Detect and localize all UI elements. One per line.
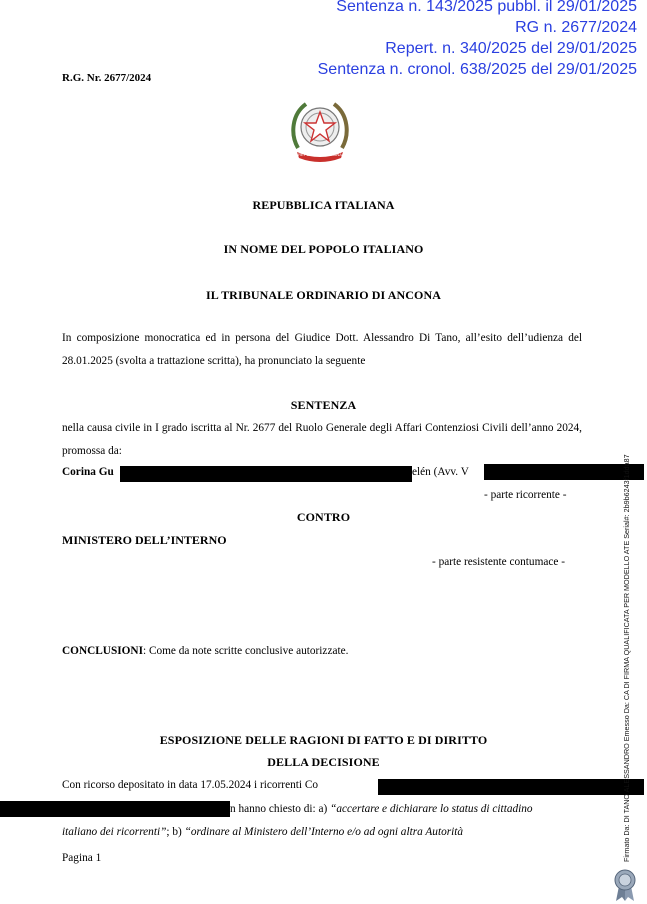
ricorso-quote-a: “accertare e dichiarare lo status di cittadino <box>330 803 533 815</box>
ricorso-quote-b: “ordinare al Ministero dell’Interno e/o ad ogni altra Autorità <box>184 826 464 838</box>
conclusioni-text: : Come da note scritte conclusive autorizzate. <box>142 645 349 657</box>
party1-role: - parte ricorrente - <box>484 489 567 501</box>
page-number: Pagina 1 <box>62 852 102 864</box>
stamp-rg-line: RG n. 2677/2024 <box>515 19 637 36</box>
stamp-sentenza-line: Sentenza n. 143/2025 pubbl. il 29/01/2025 <box>336 0 637 15</box>
redaction-bar <box>378 779 644 795</box>
conclusioni-label: CONCLUSIONI <box>62 645 143 657</box>
ricorso-sep: ; b) <box>166 826 185 838</box>
causa-paragraph: nella causa civile in I grado iscritta al Nr. 2677 del Ruolo Generale degli Affari Contenziosi Civili dell’anno 2024, promossa da: <box>62 422 582 457</box>
heading-decisione: DELLA DECISIONE <box>267 755 380 769</box>
party2-role: - parte resistente contumace - <box>432 556 565 568</box>
conclusioni-line <box>62 645 348 657</box>
heading-sentenza: SENTENZA <box>290 398 357 412</box>
stamp-repert-line: Repert. n. 340/2025 del 29/01/2025 <box>385 40 637 57</box>
emblem-ribbon-text: REPUBBLICA ITALIANA <box>298 152 342 157</box>
redaction-bar <box>484 464 644 480</box>
heading-contro: CONTRO <box>296 510 351 524</box>
heading-republic: REPUBBLICA ITALIANA <box>252 198 395 212</box>
party1-name-start: Corina Gu <box>62 466 114 478</box>
redaction-bar <box>0 801 230 817</box>
digital-signature-note: Firmato Da: DI TANO ALESSANDRO Emesso Da: CA DI FIRMA QUALIFICATA PER MODELLO ATE Serial#: 2b9b6243f1dda87 <box>622 454 631 862</box>
party1-name-end: elén (Avv. V <box>412 466 469 478</box>
redaction-bar <box>120 466 412 482</box>
signature-seal-icon <box>612 868 638 902</box>
ricorso-text-2: n hanno chiesto di: a) <box>230 803 331 815</box>
heading-in-nome: IN NOME DEL POPOLO ITALIANO <box>223 242 424 256</box>
heading-tribunale: IL TRIBUNALE ORDINARIO DI ANCONA <box>205 288 442 302</box>
heading-esposizione: ESPOSIZIONE DELLE RAGIONI DI FATTO E DI DIRITTO <box>159 733 488 747</box>
ricorso-text-1: Con ricorso depositato in data 17.05.2024 i ricorrenti Co <box>62 779 319 791</box>
stamp-cronol-line: Sentenza n. cronol. 638/2025 del 29/01/2025 <box>317 61 637 78</box>
intro-paragraph: In composizione monocratica ed in persona del Giudice Dott. Alessandro Di Tano, all’esito dell’udienza del 28.01.2025 (svolta a trattazione scritta), ha pronunciato la seguente <box>62 332 582 367</box>
ricorso-line-2 <box>230 803 533 815</box>
ricorso-line-3 <box>62 826 463 838</box>
ricorso-line-1 <box>62 779 318 791</box>
party2-name: MINISTERO DELL’INTERNO <box>62 533 227 547</box>
case-number: R.G. Nr. 2677/2024 <box>62 72 152 84</box>
ricorso-quote-a-end: italiano dei ricorrenti” <box>62 826 167 838</box>
